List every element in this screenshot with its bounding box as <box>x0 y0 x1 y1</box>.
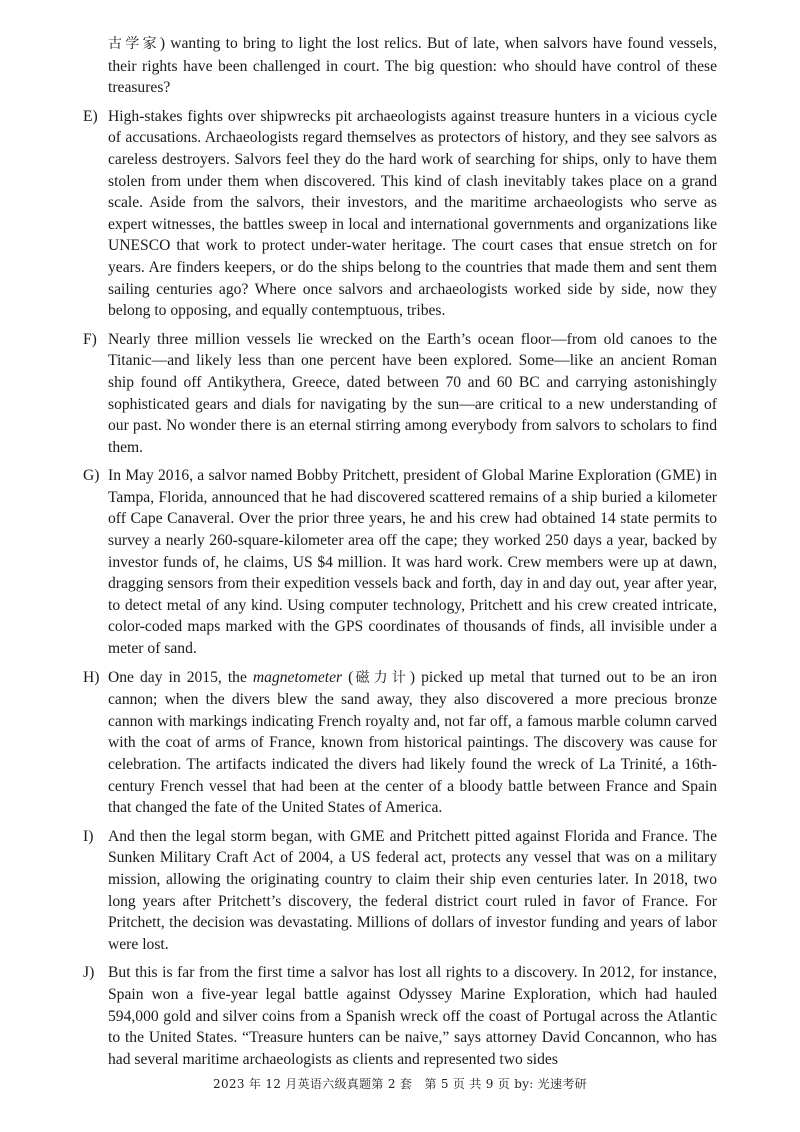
paragraph-f <box>83 329 717 459</box>
paragraph-body <box>108 33 717 99</box>
paragraph-text: In May 2016, a salvor named Bobby Pritchett, president of Global Marine Exploration (GME) in Tampa, Florida, announced that he had discovered scattered remains of a ship buried a kilometer off Cape Canaveral. Over the prior three years, he and his crew had obtained 14 state permits to survey a nearly 260-square-kilometer area off the cape; they worked 250 days a year, backed by investor funds of, he claims, US $4 million. It was hard work. Crew members were up at dawn, dragging sensors from their expedition vessels back and forth, day in and day out, year after year, to detect metal of any kind. Using computer technology, Pritchett and his crew created intricate, color-coded maps marked with the GPS coordinates of thousands of finds, all invisible under a meter of sand. <box>108 467 717 658</box>
document-page <box>83 33 717 1077</box>
paragraph-g <box>83 465 717 659</box>
paragraph-label: I) <box>83 827 94 845</box>
paragraph-continued <box>83 33 717 99</box>
paragraph-text: But this is far from the first time a salvor has lost all rights to a discovery. In 2012, for instance, Spain won a five-year legal battle against Odyssey Marine Exploration, which had hauled 594,000 gold and silver coins from a Spanish wreck off the coast of Portugal across the Atlantic to the United States. “Treasure hunters can be naive,” says attorney David Concannon, who has had several maritime archaeologists as clients and represented two sides <box>108 964 717 1068</box>
paragraph-text: And then the legal storm began, with GME and Pritchett pitted against Florida and France. The Sunken Military Craft Act of 2004, a US federal act, protects any vessel that was on a military mission, allowing the originating country to claim their ship even centuries later. In 2018, two long years after Pritchett’s discovery, the federal district court ruled in favor of France. For Pritchett, the decision was devastating. Millions of dollars of investor funding and years of labor were lost. <box>108 827 717 953</box>
paragraph-label: F) <box>83 330 97 348</box>
paragraph-label: E) <box>83 107 98 125</box>
paragraph-e <box>83 106 717 322</box>
paragraph-label: G) <box>83 467 100 485</box>
paragraph-j <box>83 962 717 1070</box>
paragraph-text-continued: picked up metal that turned out to be an iron cannon; when the divers blew the sand away, they also discovered a more precious bronze cannon with markings indicating French royalty and, not far off, a famous marble column carved with the coat of arms of France, known from historical paintings. The discovery was cause for celebration. The artifacts indicated the divers had likely found the wreck of La Trinité, a 16th-century French vessel that had been at the center of a bloody battle between France and Spain that changed the fate of the United States of America. <box>108 668 718 817</box>
cjk-text: 古学家 <box>108 36 160 52</box>
cjk-gloss: 磁力计 <box>353 669 410 686</box>
italic-term: magnetometer <box>252 668 343 686</box>
paragraph-text: Nearly three million vessels lie wrecked on the Earth’s ocean floor—from old canoes to the Titanic—and likely less than one percent have been explored. Some—like an ancient Roman ship found off Antikythera, Greece, dated between 70 and 60 BC and carrying astonishingly sophisticated gears and dials for navigating by the sun—are critical to a new understanding of our past. No wonder there is an eternal stirring among everybody from salvors to scholars to find them. <box>108 330 717 456</box>
paragraph-h <box>83 667 717 819</box>
paragraph-body: One day in 2015, the magnetometer (磁力计) picked up metal that turned out to be an iron cannon; when the divers blew the sand away, they also discovered a more precious bronze cannon with markings indicating French royalty and, not far off, a famous marble column carved with the coat of arms of France, known from historical paintings. The discovery was cause for celebration. The artifacts indicated the divers had likely found the wreck of La Trinité, a 16th-century French vessel that had been at the center of a bloody battle between France and Spain that changed the fate of the United States of America. <box>108 668 718 817</box>
page-footer: 2023 年 12 月英语六级真题第 2 套 第 5 页 共 9 页 by: 光速考研 <box>213 1077 587 1091</box>
paragraph-label: J) <box>83 964 95 982</box>
paragraph-text: ) wanting to bring to light the lost relics. But of late, when salvors have found vessels, their rights have been challenged in court. The big question: who should have control of these treasures? <box>108 35 718 97</box>
paragraph-text: High-stakes fights over shipwrecks pit archaeologists against treasure hunters in a vicious cycle of accusations. Archaeologists regard themselves as protectors of history, and they see salvors as careless destroyers. Salvors feel they do the hard work of searching for ships, only to have them stolen from under them when discovered. This kind of clash inevitably takes place on a grand scale. Aside from the salvors, their investors, and the maritime archaeologists who serve as expert witnesses, the battles sweep in local and international governments and organizations like UNESCO that work to protect under-water heritage. The court cases that ensue stretch on for years. Are finders keepers, or do the ships belong to the countries that made them and sent them sailing centuries ago? Where once salvors and archaeologists worked side by side, now they belong to opposing, and equally contemptuous, tribes. <box>108 107 717 320</box>
paragraph-label: H) <box>83 668 100 686</box>
paragraph-text: One day in 2015, the <box>108 668 253 686</box>
paragraph-i <box>83 826 717 956</box>
